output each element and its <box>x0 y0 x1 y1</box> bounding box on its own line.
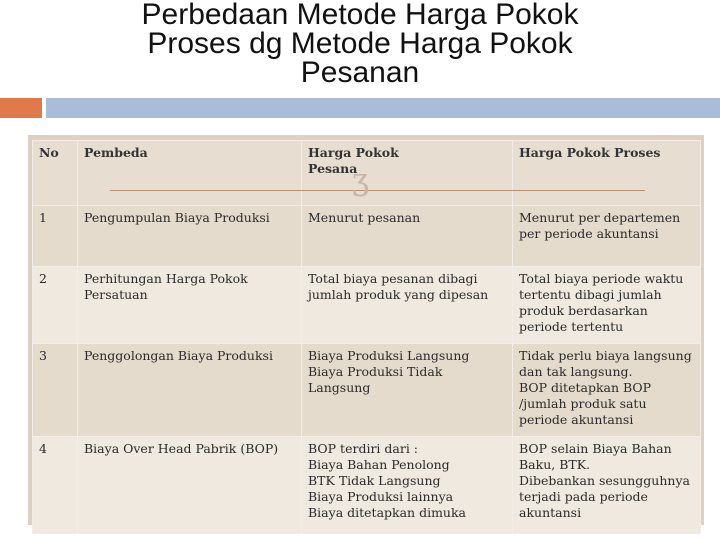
comparison-table <box>32 140 701 534</box>
cell-pembeda: Pengumpulan Biaya Produksi <box>78 206 302 267</box>
cell-pesanan: Biaya Produksi Langsung Biaya Produksi Tidak Langsung <box>302 344 513 437</box>
cell-no: 3 <box>33 344 78 437</box>
table-row <box>33 267 701 344</box>
cell-no: 4 <box>33 437 78 534</box>
table-row <box>33 437 701 534</box>
cell-pesanan: Menurut pesanan <box>302 206 513 267</box>
accent-bar-blue <box>46 98 720 118</box>
cell-proses: Menurut per departemen per periode akuntansi <box>513 206 701 267</box>
cell-proses: Total biaya periode waktu tertentu dibagi jumlah produk berdasarkan periode tertentu <box>513 267 701 344</box>
slide-title <box>60 0 660 87</box>
slide-title-line-2: Proses dg Metode Harga Pokok <box>147 27 573 60</box>
cell-pembeda: Biaya Over Head Pabrik (BOP) <box>78 437 302 534</box>
table-row <box>33 344 701 437</box>
cell-proses: BOP selain Biaya Bahan Baku, BTK. Dibebankan sesungguhnya terjadi pada periode akuntansi <box>513 437 701 534</box>
header-harga-pokok-pesanan: Harga Pokok Pesana <box>302 141 513 206</box>
table-row <box>33 206 701 267</box>
cell-pembeda: Perhitungan Harga Pokok Persatuan <box>78 267 302 344</box>
slide-title-line-3: Pesanan <box>300 56 420 89</box>
decorative-swirl-icon: ʒ <box>352 163 369 198</box>
slide-title-line-1: Perbedaan Metode Harga Pokok <box>141 0 579 31</box>
cell-pesanan: Total biaya pesanan dibagi jumlah produk yang dipesan <box>302 267 513 344</box>
header-pembeda: Pembeda <box>78 141 302 206</box>
header-harga-pokok-proses: Harga Pokok Proses <box>513 141 701 206</box>
cell-pembeda: Penggolongan Biaya Produksi <box>78 344 302 437</box>
accent-bar-orange <box>0 98 42 118</box>
cell-no: 1 <box>33 206 78 267</box>
cell-no: 2 <box>33 267 78 344</box>
cell-proses: Tidak perlu biaya langsung dan tak langsung. BOP ditetapkan BOP /jumlah produk satu periode akuntansi <box>513 344 701 437</box>
header-no: No <box>33 141 78 206</box>
cell-pesanan: BOP terdiri dari : Biaya Bahan Penolong BTK Tidak Langsung Biaya Produksi lainnya Biaya ditetapkan dimuka <box>302 437 513 534</box>
decorative-divider-line <box>110 190 645 191</box>
